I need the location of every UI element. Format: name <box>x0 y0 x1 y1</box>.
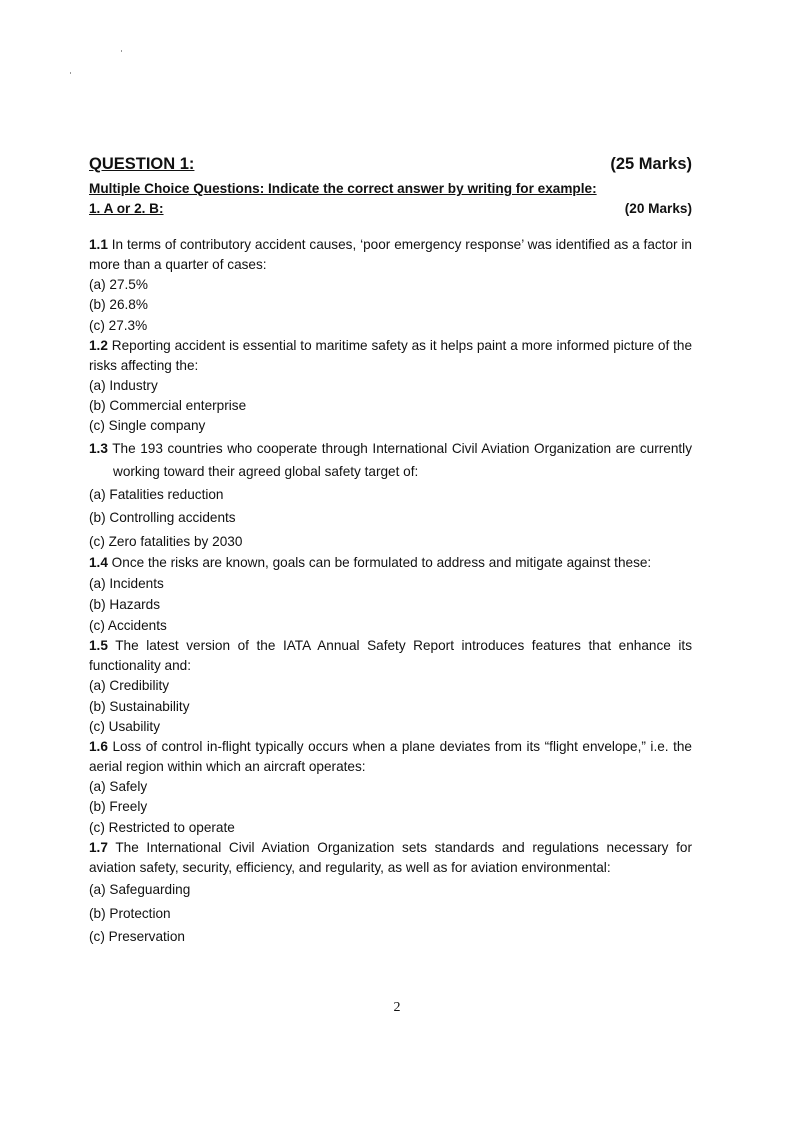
option-c: (c) Single company <box>89 418 206 434</box>
question-text: The latest version of the IATA Annual Safety Report introduces features that enhance its functionality and: <box>89 638 692 674</box>
option-a: (a) Safely <box>89 779 148 795</box>
exam-page <box>89 155 692 949</box>
section-marks: (20 Marks) <box>624 201 692 216</box>
question-text: The 193 countries who cooperate through International Civil Aviation Organization are currently working toward their agreed global safety target of: <box>107 440 692 479</box>
option-c: (c) Zero fatalities by 2030 <box>89 533 243 549</box>
option-b: (b) Hazards <box>89 597 161 613</box>
question-header <box>89 155 692 179</box>
question-item <box>89 838 692 949</box>
question-item <box>89 737 692 838</box>
option-c: (c) Restricted to operate <box>89 819 235 835</box>
page-number: 2 <box>393 1000 401 1015</box>
option-b: (b) Freely <box>89 799 148 815</box>
option-b: (b) 26.8% <box>89 297 148 313</box>
question-text: Loss of control in-flight typically occurs when a plane deviates from its “flight envelope,” i.e. the aerial region within which an aircraft operates: <box>89 739 692 775</box>
question-number: 1.2 <box>89 337 108 353</box>
question-item <box>89 636 692 737</box>
question-item <box>89 437 692 554</box>
option-a: (a) Incidents <box>89 576 164 592</box>
question-title: QUESTION 1: <box>89 155 195 173</box>
option-a: (a) Credibility <box>89 678 170 694</box>
option-b: (b) Sustainability <box>89 698 190 714</box>
question-text: In terms of contributory accident causes, ‘poor emergency response’ was identified as a factor in more than a quarter of cases: <box>89 237 692 272</box>
option-b: (b) Controlling accidents <box>89 510 236 526</box>
option-c: (c) Usability <box>89 718 160 734</box>
question-number: 1.5 <box>89 638 108 654</box>
question-text: The International Civil Aviation Organization sets standards and regulations necessary for aviation safety, security, efficiency, and regularity, as well as for aviation environmental: <box>89 840 692 876</box>
question-number: 1.4 <box>89 555 108 571</box>
option-c: (c) Accidents <box>89 618 167 634</box>
total-marks: (25 Marks) <box>610 155 692 173</box>
option-a: (a) Industry <box>89 377 158 393</box>
question-item <box>89 553 692 636</box>
question-number: 1.1 <box>89 237 108 252</box>
option-a: (a) Fatalities reduction <box>89 486 224 502</box>
question-item <box>89 235 692 336</box>
option-a: (a) Safeguarding <box>89 882 191 898</box>
instruction-text: Multiple Choice Questions: Indicate the correct answer by writing for example: 1. A or 2. B: <box>89 181 597 216</box>
option-b: (b) Commercial enterprise <box>89 398 247 414</box>
option-b: (b) Protection <box>89 905 171 921</box>
instruction-line <box>89 179 692 219</box>
option-a: (a) 27.5% <box>89 277 148 292</box>
question-item <box>89 336 692 437</box>
question-number: 1.3 <box>89 440 108 456</box>
option-c: (c) 27.3% <box>89 317 148 333</box>
question-text: Reporting accident is essential to maritime safety as it helps paint a more informed picture of the risks affecting the: <box>89 337 692 373</box>
scan-speck <box>70 72 71 74</box>
question-text: Once the risks are known, goals can be formulated to address and mitigate against these: <box>107 555 652 571</box>
scan-speck <box>121 50 122 52</box>
option-c: (c) Preservation <box>89 929 185 945</box>
question-list <box>89 235 692 949</box>
question-number: 1.6 <box>89 739 108 755</box>
question-number: 1.7 <box>89 840 108 856</box>
